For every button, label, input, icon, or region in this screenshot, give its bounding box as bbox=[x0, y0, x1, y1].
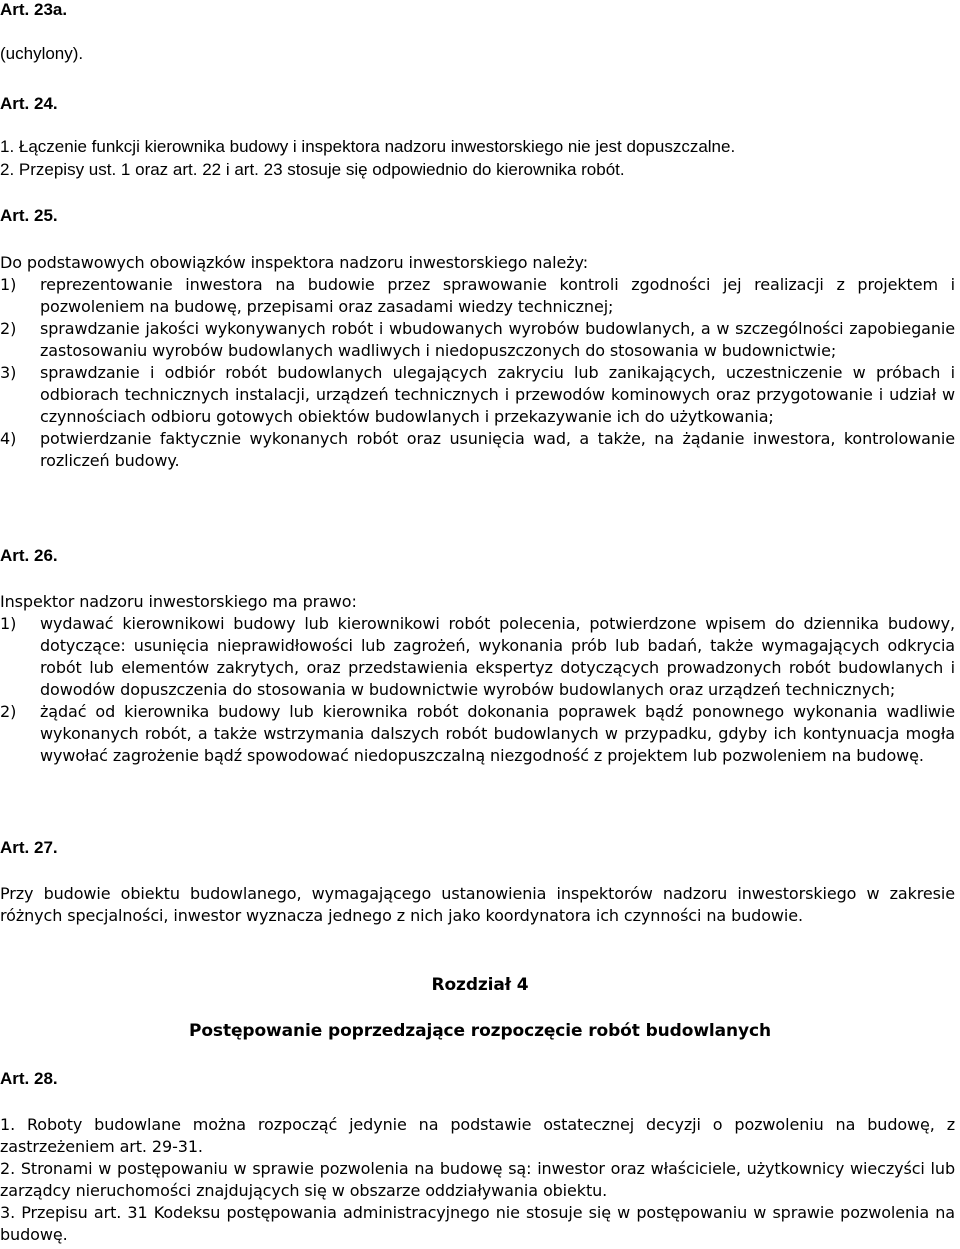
chapter-number: Rozdział 4 bbox=[431, 975, 529, 995]
art-26-heading: Art. 26. bbox=[0, 546, 58, 565]
art-25-item bbox=[0, 428, 955, 472]
art-25-intro: Do podstawowych obowiązków inspektora nadzoru inwestorskiego należy: bbox=[0, 253, 589, 272]
art-27-heading: Art. 27. bbox=[0, 838, 58, 857]
item-number: 1) bbox=[0, 275, 17, 294]
item-text: sprawdzanie i odbiór robót budowlanych ulegających zakryciu lub zanikających, uczestniczenie w próbach i odbiorach technicznych instalacji, urządzeń technicznych i przewodów kominowych oraz przygotowanie i udział w czynnościach odbioru gotowych obiektów budowlanych i przekazywanie ich do użytkowania; bbox=[40, 363, 955, 426]
art-23a-heading: Art. 23a. bbox=[0, 0, 68, 19]
item-text: wydawać kierownikowi budowy lub kierownikowi robót polecenia, potwierdzone wpisem do dziennika budowy, dotyczące: usunięcia nieprawidłowości lub zagrożeń, wykonania prób lub badań, także wymagających odkrycia robót lub elementów zakrytych, oraz przedstawienia ekspertyz dotyczących prowadzonych robót budowlanych i dowodów dopuszczenia do stosowania w budownictwie wyrobów budowlanych oraz urządzeń technicznych; bbox=[40, 614, 955, 699]
art-28-item-3: 3. Przepisu art. 31 Kodeksu postępowania administracyjnego nie stosuje się w postępowaniu w sprawie pozwolenia na budowę. bbox=[0, 1203, 955, 1244]
item-number: 2) bbox=[0, 319, 17, 338]
art-24-heading: Art. 24. bbox=[0, 94, 58, 113]
item-number: 4) bbox=[0, 429, 17, 448]
item-text: potwierdzanie faktycznie wykonanych robót oraz usunięcia wad, a także, na żądanie inwestora, kontrolowanie rozliczeń budowy. bbox=[40, 429, 955, 470]
art-24-item-1: 1. Łączenie funkcji kierownika budowy i inspektora nadzoru inwestorskiego nie jest dopuszczalne. bbox=[0, 137, 736, 156]
art-25-heading: Art. 25. bbox=[0, 206, 58, 225]
item-number: 2) bbox=[0, 702, 17, 721]
item-number: 1) bbox=[0, 614, 17, 633]
art-24-item-2: 2. Przepisy ust. 1 oraz art. 22 i art. 23 stosuje się odpowiednio do kierownika robót. bbox=[0, 160, 625, 179]
art-28-body bbox=[0, 1114, 955, 1246]
art-25-item bbox=[0, 362, 955, 428]
art-28-heading: Art. 28. bbox=[0, 1069, 58, 1088]
item-text: sprawdzanie jakości wykonywanych robót i wbudowanych wyrobów budowlanych, a w szczególności zapobieganie zastosowaniu wyrobów budowlanych wadliwych i niedopuszczonych do stosowania w budownictwie; bbox=[40, 319, 955, 360]
item-text: żądać od kierownika budowy lub kierownika robót dokonania poprawek bądź ponownego wykonania wadliwie wykonanych robót, a także wstrzymania dalszych robót budowlanych w przypadku, gdyby ich kontynuacja mogła wywołać zagrożenie bądź spowodować niedopuszczalną niezgodność z projektem lub pozwoleniem na budowę. bbox=[40, 702, 955, 765]
item-text: reprezentowanie inwestora na budowie przez sprawowanie kontroli zgodności jej realizacji z projektem i pozwoleniem na budowę, przepisami oraz zasadami wiedzy technicznej; bbox=[40, 275, 955, 316]
art-27-text: Przy budowie obiektu budowlanego, wymagającego ustanowienia inspektorów nadzoru inwestorskiego w zakresie różnych specjalności, inwestor wyznacza jednego z nich jako koordynatora ich czynności na budowie. bbox=[0, 884, 955, 925]
art-25-item bbox=[0, 274, 955, 318]
chapter-title: Postępowanie poprzedzające rozpoczęcie robót budowlanych bbox=[188, 1021, 771, 1041]
art-25-item bbox=[0, 318, 955, 362]
art-23a-text: (uchylony). bbox=[0, 44, 84, 63]
art-28-item-2: 2. Stronami w postępowaniu w sprawie pozwolenia na budowę są: inwestor oraz właściciele, użytkownicy wieczyści lub zarządcy nieruchomości znajdujących się w obszarze oddziaływania obiektu. bbox=[0, 1159, 955, 1200]
art-26-body bbox=[0, 591, 955, 767]
item-number: 3) bbox=[0, 363, 17, 382]
art-26-intro: Inspektor nadzoru inwestorskiego ma prawo: bbox=[0, 592, 357, 611]
art-28-item-1: 1. Roboty budowlane można rozpocząć jedynie na podstawie ostatecznej decyzji o pozwoleniu na budowę, z zastrzeżeniem art. 29-31. bbox=[0, 1115, 955, 1156]
art-26-item bbox=[0, 613, 955, 701]
art-25-body bbox=[0, 252, 955, 472]
art-26-item bbox=[0, 701, 955, 767]
